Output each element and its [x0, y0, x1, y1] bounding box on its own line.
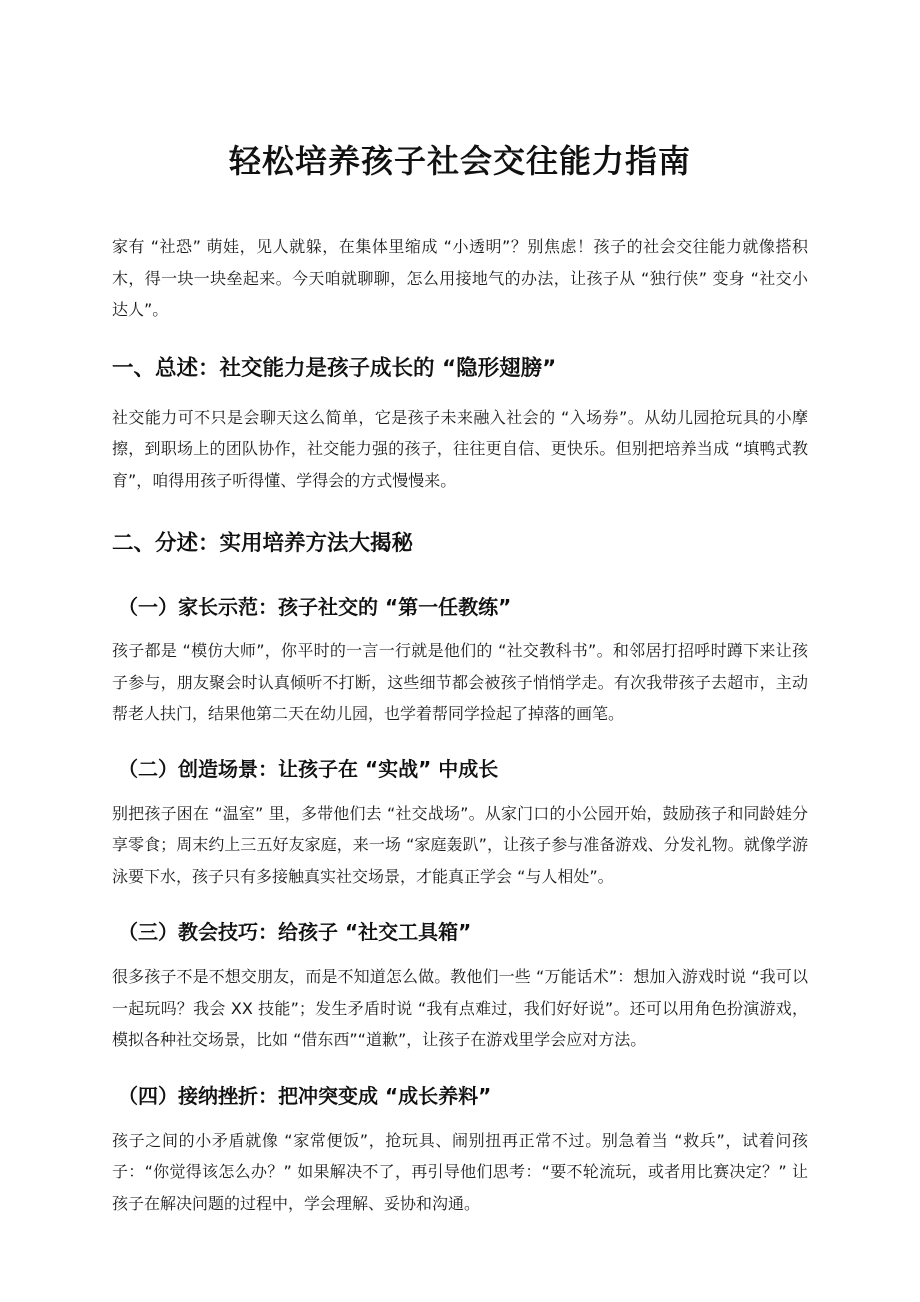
subsection-body-parent-example: 孩子都是 “模仿大师”，你平时的一言一行就是他们的 “社交教科书”。和邻居打招呼时蹲下来让孩子参与，朋友聚会时认真倾听不打断，这些细节都会被孩子悄悄学走。有次我带孩子去超市，主动帮老人扶门，结果他第二天在幼儿园，也学着帮同学捡起了掉落的画笔。	[112, 641, 808, 723]
subsection-heading-teach-skills: （三）教会技巧：给孩子 “社交工具箱”	[118, 920, 472, 944]
section-heading-overview: 一、总述：社交能力是孩子成长的 “隐形翅膀”	[112, 355, 557, 381]
section-heading-methods: 二、分述：实用培养方法大揭秘	[112, 531, 414, 556]
section-body-overview: 社交能力可不只是会聊天这么简单，它是孩子未来融入社会的 “入场券”。从幼儿园抢玩具的小摩擦，到职场上的团队协作，社交能力强的孩子，往往更自信、更快乐。但别把培养当成 “填鸭式教育”，咱得用孩子听得懂、学得会的方式慢慢来。	[112, 407, 808, 490]
subsection-heading-parent-example: （一）家长示范：孩子社交的 “第一任教练”	[118, 595, 512, 619]
subsection-body-teach-skills: 很多孩子不是不想交朋友，而是不知道怎么做。教他们一些 “万能话术”：想加入游戏时说 “我可以一起玩吗？我会 XX 技能”；发生矛盾时说 “我有点难过，我们好好说”。还可以用角色扮演游戏，模拟各种社交场景，比如 “借东西”“道歉”，让孩子在游戏里学会应对方法。	[112, 967, 808, 1049]
subsection-heading-accept-setbacks: （四）接纳挫折：把冲突变成 “成长养料”	[118, 1083, 492, 1108]
subsection-heading-create-scenes: （二）创造场景：让孩子在 “实战” 中成长	[118, 756, 499, 781]
intro-paragraph: 家有 “社恐” 萌娃，见人就躲，在集体里缩成 “小透明”？别焦虑！孩子的社会交往能力就像搭积木，得一块一块垒起来。今天咱就聊聊，怎么用接地气的办法，让孩子从 “独行侠” 变身 “社交小达人”。	[112, 237, 808, 319]
subsection-body-accept-setbacks: 孩子之间的小矛盾就像 “家常便饭”，抢玩具、闹别扭再正常不过。别急着当 “救兵”，试着问孩子：“你觉得该怎么办？” 如果解决不了，再引导他们思考：“要不轮流玩，或者用比赛决定？” 让孩子在解决问题的过程中，学会理解、妥协和沟通。	[112, 1130, 808, 1213]
subsection-body-create-scenes: 别把孩子困在 “温室” 里，多带他们去 “社交战场”。从家门口的小公园开始，鼓励孩子和同龄娃分享零食；周末约上三五好友家庭，来一场 “家庭轰趴”，让孩子参与准备游戏、分发礼物。就像学游泳要下水，孩子只有多接触真实社交场景，才能真正学会 “与人相处”。	[112, 803, 808, 886]
document-title: 轻松培养孩子社会交往能力指南	[228, 142, 691, 180]
